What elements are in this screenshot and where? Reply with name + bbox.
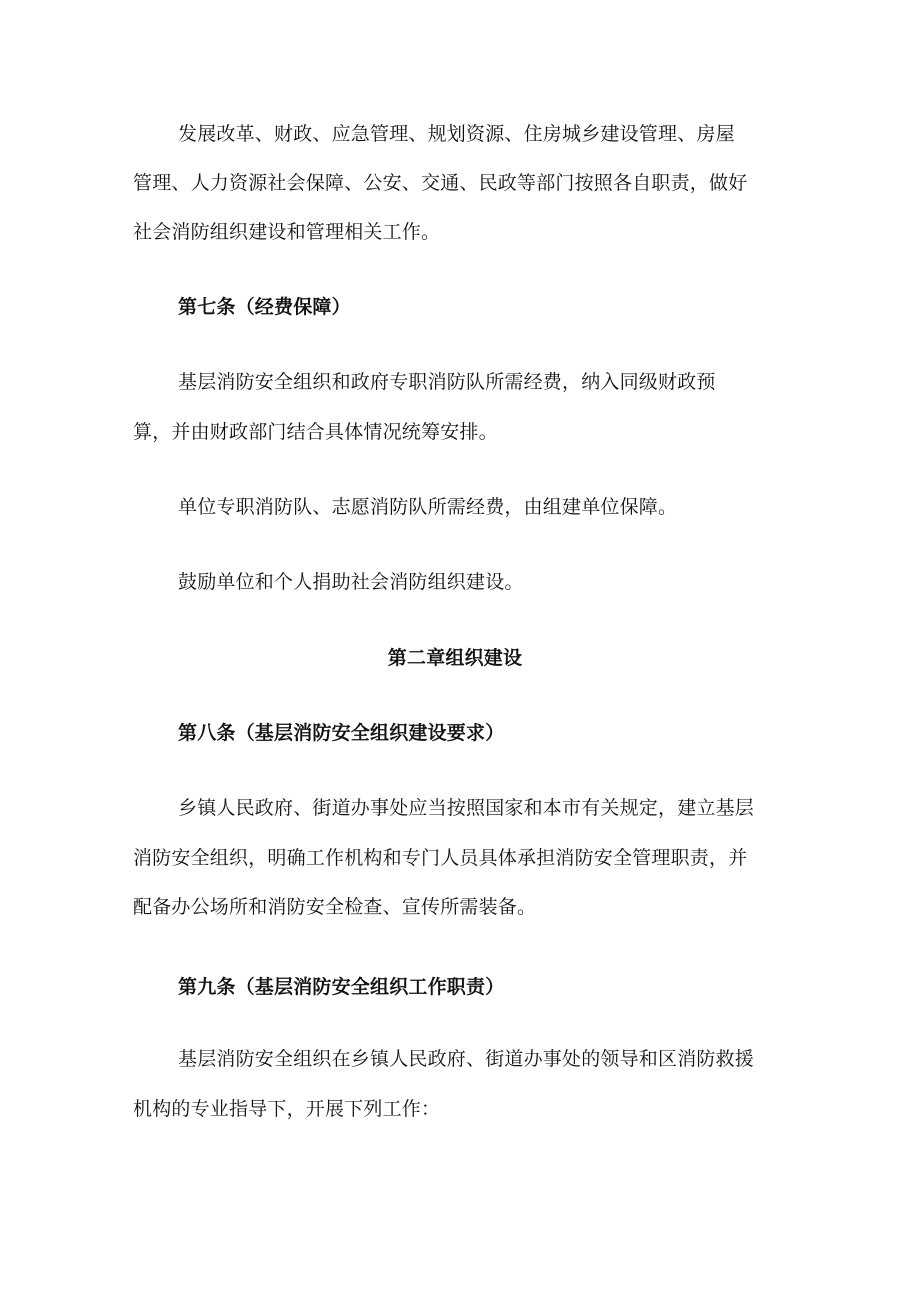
article-heading: 第七条（经费保障） (178, 296, 351, 318)
paragraph-line: 机构的专业指导下，开展下列工作： (133, 1098, 441, 1120)
paragraph-line: 消防安全组织，明确工作机构和专门人员具体承担消防安全管理职责，并 (133, 847, 748, 869)
paragraph-line: 社会消防组织建设和管理相关工作。 (133, 221, 441, 243)
paragraph-line: 算，并由财政部门结合具体情况统筹安排。 (133, 421, 498, 443)
paragraph-line: 单位专职消防队、志愿消防队所需经费，由组建单位保障。 (178, 496, 678, 518)
paragraph-line: 基层消防安全组织在乡镇人民政府、街道办事处的领导和区消防救援 (178, 1048, 755, 1070)
article-heading: 第八条（基层消防安全组织建设要求） (178, 722, 505, 744)
paragraph-line: 发展改革、财政、应急管理、规划资源、住房城乡建设管理、房屋 (178, 123, 735, 145)
paragraph-line: 管理、人力资源社会保障、公安、交通、民政等部门按照各自职责，做好 (133, 172, 748, 194)
paragraph-line: 基层消防安全组织和政府专职消防队所需经费，纳入同级财政预 (178, 371, 716, 393)
paragraph-line: 鼓励单位和个人捐助社会消防组织建设。 (178, 571, 524, 593)
paragraph-line: 配备办公场所和消防安全检查、宣传所需装备。 (133, 896, 537, 918)
article-heading: 第九条（基层消防安全组织工作职责） (178, 976, 505, 998)
paragraph-line: 乡镇人民政府、街道办事处应当按照国家和本市有关规定，建立基层 (178, 797, 755, 819)
chapter-heading: 第二章组织建设 (387, 647, 523, 669)
